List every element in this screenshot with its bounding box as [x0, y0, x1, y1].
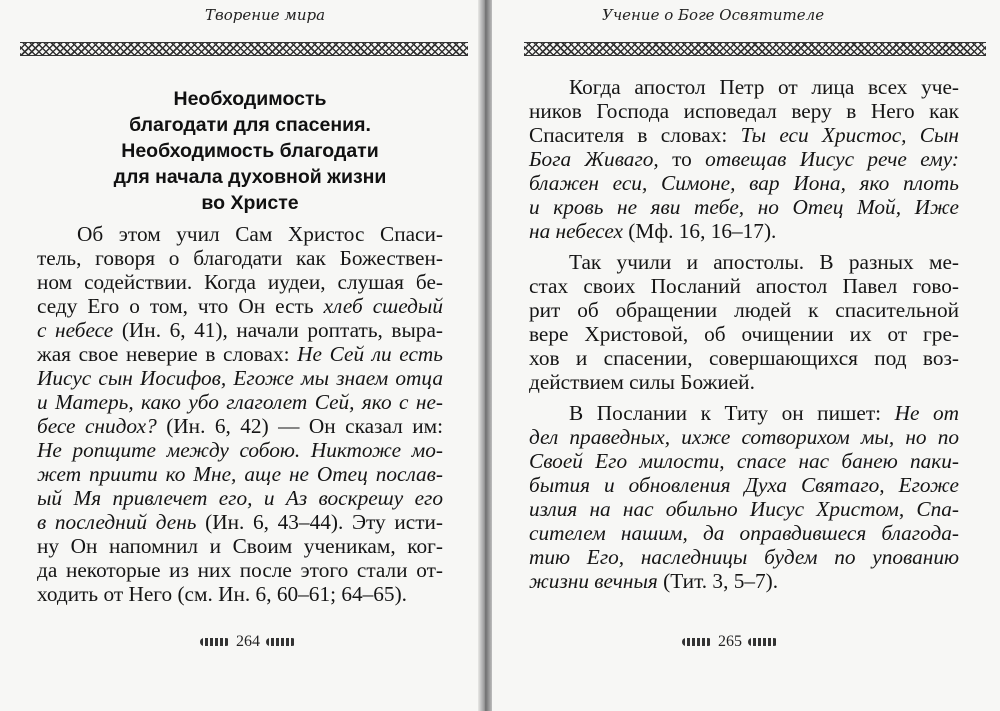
section-heading — [60, 86, 440, 216]
text-line — [529, 147, 959, 171]
text-run: стах своих Посланий апостол Павел гово- — [529, 274, 959, 298]
text-run: жая свое неверие в словах: — [37, 342, 298, 366]
body-text — [37, 222, 443, 606]
text-line — [529, 425, 959, 449]
text-run: седу Его о том, что Он есть — [37, 294, 324, 318]
ornamental-rule — [524, 42, 986, 56]
text-line — [529, 123, 959, 147]
paragraph-gap — [529, 394, 959, 401]
text-line — [37, 246, 443, 270]
heading-line: Необходимость благодати — [121, 140, 379, 162]
text-line — [529, 346, 959, 370]
text-line — [529, 521, 959, 545]
text-line — [37, 582, 443, 606]
text-run: хов и спасении, совершающихся под воз- — [529, 346, 959, 370]
text-run: рит об обращении людей к спасительной — [529, 298, 959, 322]
text-line — [37, 438, 443, 462]
text-line — [529, 449, 959, 473]
text-run: то — [658, 147, 706, 171]
text-line — [529, 250, 959, 274]
text-line — [37, 270, 443, 294]
folio-ornament — [266, 638, 296, 646]
text-line — [37, 294, 443, 318]
text-run: (Мф. 16, 16–17). — [622, 219, 777, 243]
text-line — [529, 219, 959, 243]
text-line — [37, 510, 443, 534]
italic-quote: хлеб сшедый — [323, 294, 443, 318]
text-run: Спасителя в словах: — [529, 123, 741, 147]
text-line — [529, 195, 959, 219]
italic-quote: Ты еси Христос, Сын — [740, 123, 959, 147]
italic-quote: Своей Его милости, спасе нас банею паки- — [529, 449, 959, 473]
italic-quote: излия на нас обильно Иисус Христом, Спа- — [529, 497, 959, 521]
text-line — [37, 318, 443, 342]
text-line — [37, 366, 443, 390]
running-head: Учение о Боге Освятителе — [602, 6, 825, 24]
text-run: ну Он напомнил и Своим ученикам, ког- — [37, 534, 443, 558]
italic-quote: отвещав Иисус рече ему: — [705, 147, 959, 171]
text-line — [37, 558, 443, 582]
text-line — [37, 462, 443, 486]
text-run: ходить от Него (см. Ин. 6, 60–61; 64–65). — [37, 582, 407, 606]
text-line — [529, 569, 959, 593]
italic-quote: Не ропщите между собою. Никтоже мо- — [37, 438, 443, 462]
text-run: ном содействии. Когда иудеи, слушая бе- — [37, 270, 443, 294]
text-run: (Ин. 6, 42) — Он сказал им: — [156, 414, 443, 438]
text-line — [37, 534, 443, 558]
italic-quote: тию Его, наследницы будем по упованию — [529, 545, 959, 569]
heading-line: во Христе — [201, 192, 299, 214]
text-run: Об этом учил Сам Христос Спаси- — [77, 222, 443, 246]
text-line — [37, 486, 443, 510]
folio-ornament — [200, 638, 230, 646]
italic-quote: жизни вечныя — [529, 569, 658, 593]
text-line — [37, 342, 443, 366]
running-head: Творение мира — [205, 6, 326, 24]
text-line — [529, 99, 959, 123]
italic-quote: дел праведных, ихже сотворихом мы, но по — [529, 425, 959, 449]
text-line — [529, 545, 959, 569]
text-line — [529, 322, 959, 346]
text-run: (Тит. 3, 5–7). — [657, 569, 779, 593]
italic-quote: бытия и обновления Духа Святаго, Егоже — [529, 473, 959, 497]
italic-quote: и Матерь, како убо глаголет Сей, яко с не- — [37, 390, 443, 414]
italic-quote: сителем нашим, да оправдившеся благода- — [529, 521, 959, 545]
heading-line: Необходимость — [173, 88, 327, 110]
page-footer — [200, 633, 296, 651]
text-line — [529, 370, 959, 394]
left-page — [0, 0, 478, 711]
text-line — [529, 171, 959, 195]
text-line — [37, 414, 443, 438]
italic-quote: с небесе — [37, 318, 114, 342]
text-line — [529, 497, 959, 521]
italic-quote: на небесех — [529, 219, 623, 243]
text-line — [529, 75, 959, 99]
folio-ornament — [682, 638, 712, 646]
italic-quote: Иисус сын Иосифов, Егоже мы знаем отца — [37, 366, 443, 390]
text-run: В Послании к Титу он пишет: — [569, 401, 895, 425]
body-text — [529, 75, 959, 593]
text-run: (Ин. 6, 41), начали роптать, выра- — [113, 318, 443, 342]
page-footer — [682, 633, 778, 651]
italic-quote: Бога Живаго, — [529, 147, 659, 171]
text-line — [529, 274, 959, 298]
italic-quote: в последний день — [37, 510, 197, 534]
page-number: 265 — [718, 633, 742, 650]
text-line — [529, 401, 959, 425]
ornamental-rule — [20, 42, 468, 56]
text-run: Так учили и апостолы. В разных ме- — [569, 250, 959, 274]
text-line — [37, 390, 443, 414]
text-run: вере Христовой, об очищении их от гре- — [529, 322, 959, 346]
right-page — [492, 0, 1000, 711]
italic-quote: Не от — [894, 401, 960, 425]
italic-quote: и кровь не яви тебе, но Отец Мой, Иже — [529, 195, 959, 219]
text-run: Когда апостол Петр от лица всех уче- — [569, 75, 959, 99]
text-run: да некоторые из них после этого стали от- — [37, 558, 443, 582]
text-line — [37, 222, 443, 246]
folio-ornament — [748, 638, 778, 646]
page-number: 264 — [236, 633, 260, 650]
italic-quote: жет приити ко Мне, аще не Отец послав- — [37, 462, 443, 486]
italic-quote: блажен еси, Симоне, вар Иона, яко плоть — [529, 171, 959, 195]
heading-line: благодати для спасения. — [129, 114, 371, 136]
heading-line: для начала духовной жизни — [113, 166, 387, 188]
italic-quote: ый Мя привлечет его, и Аз воскрешу его — [37, 486, 443, 510]
text-run: действием силы Божией. — [529, 370, 755, 394]
text-line — [529, 298, 959, 322]
book-gutter — [478, 0, 492, 711]
text-run: тель, говоря о благодати как Божествен- — [37, 246, 443, 270]
text-run: ников Господа исповедал веру в Него как — [529, 99, 959, 123]
italic-quote: Не Сей ли есть — [297, 342, 443, 366]
paragraph-gap — [529, 243, 959, 250]
text-line — [529, 473, 959, 497]
text-run: (Ин. 6, 43–44). Эту исти- — [196, 510, 443, 534]
italic-quote: бесе снидох? — [37, 414, 157, 438]
